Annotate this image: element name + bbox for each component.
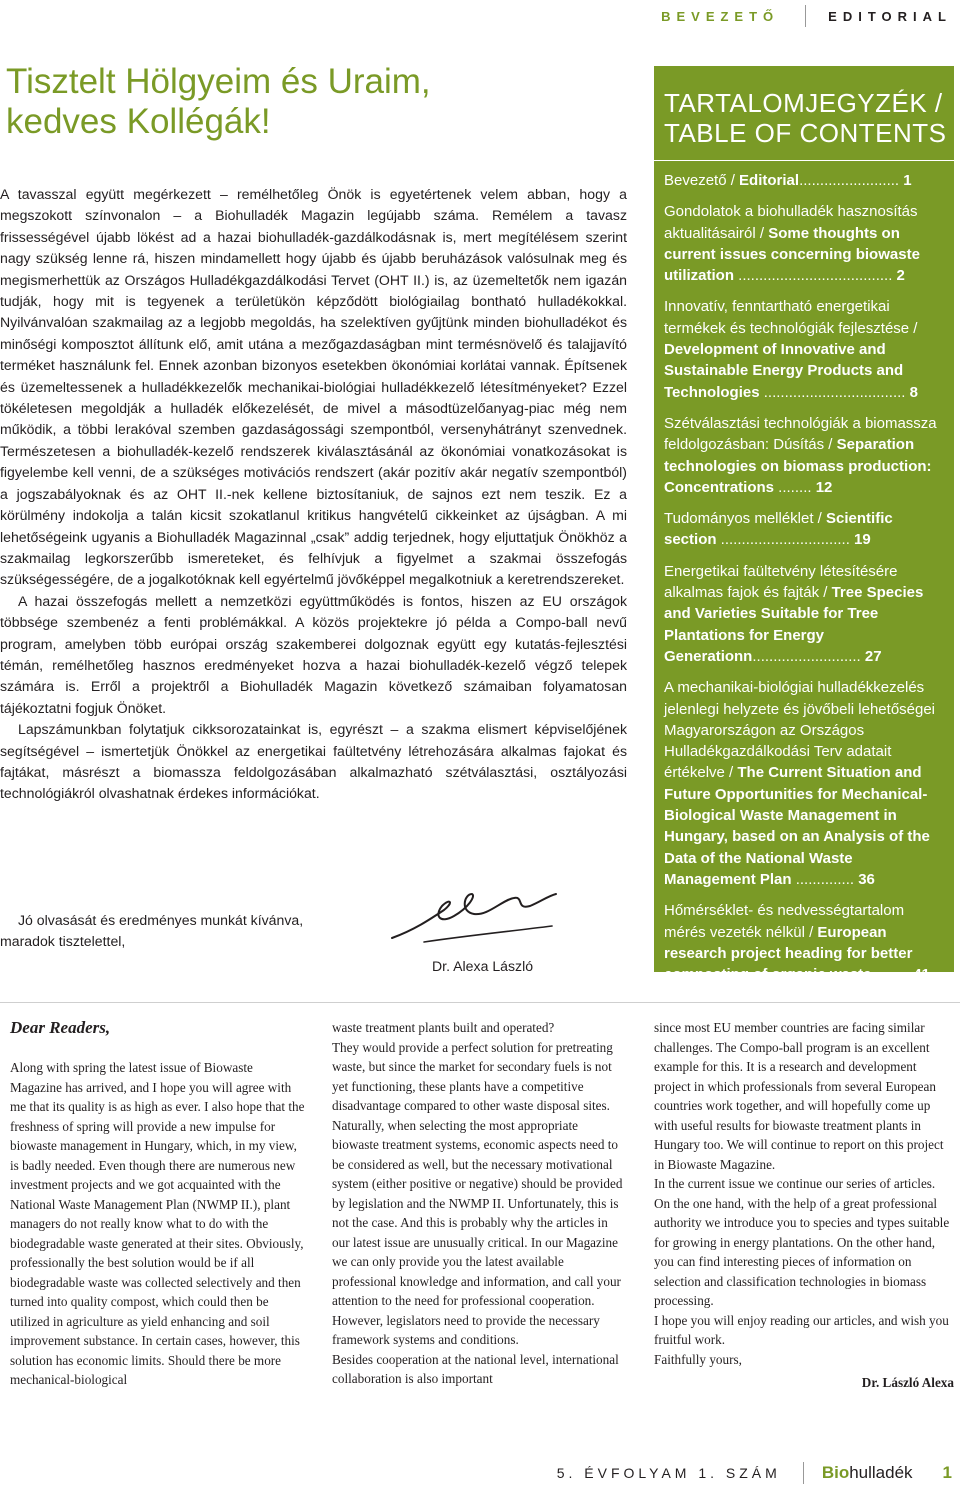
- toc-item-en: Development of Innovative and Sustainable Energy Products and Technologies: [664, 341, 904, 401]
- english-col3-p3: I hope you will enjoy reading our articles, and wish you fruitful work.: [654, 1312, 949, 1347]
- toc-item-hu: Tudományos melléklet /: [664, 510, 827, 528]
- title-line-1: Tisztelt Hölgyeim és Uraim,: [6, 62, 431, 101]
- page-title: [6, 62, 616, 142]
- toc-item-mbt[interactable]: [664, 677, 946, 890]
- toc-item-en: Editorial: [739, 172, 800, 189]
- english-col1-text: Along with spring the latest issue of Biowaste Magazine has arrived, and I hope you will agree with me that its quality is as high as ever. I also hope that the freshness of spring will provide a new impulse for biowaste management in Hungary, which, in my view, is badly needed. Even though there are numerous new investment projects and we got acquainted with the National Waste Management Plan (NWMP II.), plant managers do not really know what to do with the biodegradable waste generated at their sites. Obviously, professionally the best solution would be if all biodegradable waste was collected selectively and then turned into quality compost, which could then be utilized in agriculture as yield enhancing and soil improvement substance. In certain cases, however, this solution has economic limits. Should there be more mechanical-biological: [10, 1060, 305, 1387]
- section-header: [661, 6, 952, 26]
- toc-list: [664, 170, 946, 995]
- toc-item-hu: A mechanikai-biológiai hulladékkezelés jelenlegi helyzete és jövőbeli lehetőségei Magyarországon az Országos Hulladékgazdálkodási Terv adatait értékelve /: [664, 679, 936, 782]
- footer-brand-bold: Bio: [821, 1463, 850, 1482]
- english-column-1: [10, 1018, 306, 1390]
- toc-page: 36: [858, 870, 875, 888]
- toc-page: 8: [909, 383, 918, 401]
- english-col3-p2: In the current issue we continue our series of articles. On the one hand, with the help of a great professional authority we introduce you to species and types suitable for growing in energy plantations. On the other hand, you can find interesting pieces of information on selection and classification technologies in biomass processing.: [654, 1176, 950, 1308]
- closing-line-1: Jó olvasását és eredményes munkát kívánva,: [18, 912, 304, 928]
- footer-brand-rest: hulladék: [849, 1463, 913, 1482]
- signature-icon: [384, 880, 564, 950]
- toc-item-en: The Current Situation and Future Opportunities for Mechanical-Biological Waste Management in Hungary, based on an Analysis of the Data of the National Waste Management Plan: [664, 764, 930, 888]
- footer-volume: 5. ÉVFOLYAM 1. SZÁM: [556, 1465, 781, 1481]
- toc-item-en: Scientific section: [664, 510, 893, 549]
- page-footer: [557, 1462, 952, 1484]
- toc-leader: ........................: [799, 172, 900, 189]
- toc-item-hu: Bevezető /: [664, 172, 740, 189]
- toc-leader: ..............: [791, 870, 855, 888]
- toc-item-separation[interactable]: [664, 413, 946, 498]
- toc-item-hu: Gondolatok a biohulladék hasznosítás aktualitásairól /: [664, 203, 918, 242]
- toc-item-energy-products[interactable]: [664, 296, 946, 402]
- toc-page: 12: [815, 478, 833, 496]
- title-line-2: kedves Kollégák!: [6, 102, 271, 141]
- hu-closing: [0, 910, 360, 953]
- english-col2-p2: They would provide a perfect solution for pretreating waste, but since the market for secondary fuels is not yet functioning, these plants have a competitive disadvantage compared to other waste disposal sites. Naturally, when selecting the most appropriate biowaste treatment systems, economic aspects need to be considered as well, but the necessary motivational system (either positive or negative) should be provided by legislation and the NWMP II. Unfortunately, this is not the case. And this is probably why the articles in our latest issue are unusually critical. In our Magazine we can only provide you the latest available professional knowledge and information, and call your attention to the need for professional cooperation. However, legislators need to provide the necessary framework systems and conditions.: [332, 1039, 623, 1347]
- toc-leader: ........: [774, 478, 812, 496]
- english-column-2: [332, 1018, 628, 1389]
- toc-item-en: Separation technologies on biomass production: Concentrations: [664, 436, 932, 496]
- hu-paragraph-3: Lapszámunkban folytatjuk cikksorozatainkat is, egyrészt – a szakma elismert képviselőjének segítségével – ismertetjük Önökkel az energetikai faültetvény létrehozására alkalmas fajokat és fajtákat, másrészt a biomassza feldolgozásában alkalmazható szétválasztási, osztályozási technológiákról olvashatnak érdekes információkat.: [0, 721, 627, 802]
- toc-title: [664, 88, 947, 148]
- toc-item-hu: Innovatív, fenntartható energetikai termékek és technológiák fejlesztése /: [664, 298, 918, 337]
- toc-title-en: TABLE OF CONTENTS: [664, 118, 947, 148]
- signature-name: Dr. Alexa László: [432, 958, 534, 974]
- header-divider: [805, 5, 806, 27]
- toc-item-en: European research project heading for better composting of organic waste: [664, 923, 913, 984]
- toc-page: 41: [913, 966, 930, 984]
- toc-leader: ..........................: [752, 647, 861, 665]
- footer-page-number: 1: [942, 1463, 952, 1482]
- toc-leader: ..................................: [759, 383, 906, 401]
- toc-item-en: Some thoughts on current issues concerning biowaste utilization: [664, 224, 920, 285]
- toc-page: 2: [896, 267, 905, 285]
- toc-title-hu: TARTALOMJEGYZÉK /: [664, 88, 943, 118]
- toc-divider: [654, 160, 954, 161]
- toc-item-scientific-section[interactable]: [664, 508, 946, 551]
- hungarian-editorial: [0, 184, 627, 805]
- section-divider: [0, 1002, 960, 1003]
- section-label-en: EDITORIAL: [828, 8, 952, 24]
- toc-page: 19: [854, 531, 871, 549]
- english-col3-p4: Faithfully yours,: [654, 1351, 742, 1367]
- toc-item-hu: Energetikai faültetvény létesítésére alkalmas fajok és fajták /: [664, 562, 898, 602]
- english-signature: Dr. László Alexa: [861, 1375, 954, 1390]
- closing-line-2: maradok tisztelettel,: [0, 933, 126, 950]
- table-of-contents: [654, 66, 954, 984]
- section-label-hu: BEVEZETŐ: [661, 8, 780, 24]
- english-column-3: [654, 1018, 954, 1393]
- toc-leader: ........: [871, 966, 910, 984]
- toc-leader: .....................................: [734, 267, 893, 285]
- english-col2-p1: waste treatment plants built and operated?: [332, 1020, 555, 1035]
- toc-page: 27: [864, 647, 882, 665]
- hu-paragraph-1: A tavasszal együtt megérkezett – remélhetőleg Önök is egyetértenek velem abban, hogy a megszokott színvonalon – a Biohulladék Magazin legújabb száma. Remélem a tavasz frissességével újabb lökést ad a hazai biohulladék-gazdálkodásnak is, mert megítélésem szerint nagy szükség lenne rá, hiszen mindamellett hogy újabb és újabb beruházások valósulnak meg és megismerhettük az Országos Hulladékgazdálkodási Tervet (OHT II.) is, az üzemeltetők nem igazán tudják, hogy mit is tegyenek a területükön képződött biológiailag bontható hulladékokkal. Nyilvánvalóan szakmailag az a legjobb megoldás, ha szelektíven gyűjtünk minden biohulladékot és minőségi komposztot állítunk elő, amit utána a mezőgazdaságban mint termésnövelő és talajjavító terméket használunk fel. Ennek azonban bizonyos esetekben ökonómiai korlátai vannak. Építsenek és üzemeltessenek a hulladékkezelők mechanikai-biológiai hulladékkezelő létesítményeket? Ezzel tökéletesen megoldják a hulladék előkezelését, de mivel a másodtüzelőanyag-piac még nem működik, a többi lerakóval szemben gazdaságossági szempontból, versenyhátrányt szenvednek. Természetesen a biohulladék-kezelő rendszerek kiválasztásánál az ökonómiai vonatkozásokat is figyelembe kell venni, de a szükséges motivációs rendszert (akár pozitív akár negatív szempontból) a jogszabályoknak és az OHT II.-nek kellene biztosítaniuk, de sajnos ezt nem teszik. Ez a körülmény indokolja a talán kicsit szokatlanul kritikus hangvételű cikkeinket az újságban. A mi lehetőségeink ugyanis a Biohulladék Magazinnal „csak” addig terjednek, hogy eljuttatjuk Önökhöz a szakmailag legkorszerűbb ismereteket, és felhívjuk a figyelmet a szakmai összefogás szükségességére, de a jogalkotóknak kell egyértelmű jövőképpel megalkotniuk a keretrendszereket.: [0, 186, 627, 588]
- hu-paragraph-2: A hazai összefogás mellett a nemzetközi együttműködés is fontos, hiszen az EU országok többsége szembenéz a fenti problémákkal. A közös projektekre jó példa a Compo-ball nevű program, amelyben több európai ország szakemberei dolgoznak együtt egy kutatás-fejlesztési témán, remélhetőleg hasznos eredményeket hozva a hazai biohulladék-kezelő végző telepek számára is. Erről a projektről a Biohulladék Magazin következő számaiban folyamatosan tájékoztatni fogjuk Önöket.: [0, 592, 627, 716]
- toc-item-hu: Szétválasztási technológiák a biomassza feldolgozásban: Dúsítás /: [664, 414, 937, 454]
- english-col2-p3: Besides cooperation at the national level, international collaboration is also important: [332, 1351, 619, 1386]
- toc-item-en: Tree Species and Varieties Suitable for Tree Plantations for Energy Generationn: [664, 584, 924, 665]
- toc-item-wireless-measurement[interactable]: [664, 900, 946, 985]
- toc-item-editorial[interactable]: [664, 170, 946, 191]
- toc-page: 1: [903, 172, 912, 189]
- toc-item-hu: Hőmérséklet- és nedvességtartalom mérés vezeték nélkül /: [664, 902, 905, 941]
- english-greeting: Dear Readers,: [10, 1018, 111, 1037]
- english-col3-p1: since most EU member countries are facing similar challenges. The Compo-ball program is an excellent example for this. It is a research and development project in which professionals from several European countries work together, and will hopefully come up with useful results for biowaste treatment plants in Hungary too. We will continue to report on this project in Biowaste Magazine.: [654, 1020, 944, 1172]
- toc-item-tree-species[interactable]: [664, 561, 946, 667]
- toc-leader: ...............................: [716, 531, 850, 549]
- footer-divider: [803, 1462, 804, 1484]
- toc-item-biowaste-utilization[interactable]: [664, 201, 946, 286]
